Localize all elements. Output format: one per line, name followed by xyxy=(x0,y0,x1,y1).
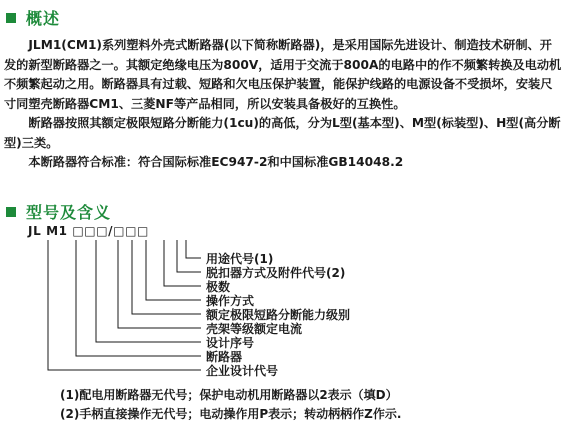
model-label: 设计序号 xyxy=(206,336,255,350)
model-label: 极数 xyxy=(206,280,231,294)
model-notes xyxy=(60,386,401,424)
model-label: 用途代号(1) xyxy=(206,252,274,266)
model-note: (2)手柄直接操作无代号；电动操作用P表示；转动柄柄作Z作示. xyxy=(60,407,402,421)
model-label: 脱扣器方式及附件代号(2) xyxy=(206,266,346,280)
model-label: 额定极限短路分断能力级别 xyxy=(206,308,351,322)
model-label: 企业设计代号 xyxy=(206,364,279,378)
model-label: 壳架等级额定电流 xyxy=(206,322,303,336)
overview-paragraph: 断路器按照其额定极限短路分断能力(1cu)的高低，分为L型(基本型)、M型(标装型)、H型(高分断型)三类。 xyxy=(4,116,561,150)
model-note: (1)配电用断路器无代号；保护电动机用断路器以2表示（填D） xyxy=(60,388,398,402)
overview-title: 概述 xyxy=(26,9,61,28)
model-label: 断路器 xyxy=(206,350,243,364)
model-code: JL M1 □□□/□□□ xyxy=(28,224,149,238)
model-label: 操作方式 xyxy=(206,294,255,308)
overview-paragraph: 本断路器符合标准：符合国际标准EC947-2和中国标准GB14048.2 xyxy=(28,155,404,169)
model-title: 型号及含义 xyxy=(26,203,112,222)
overview-paragraph: JLM1(CM1)系列塑料外壳式断路器(以下简称断路器)，是采用国际先进设计、制造技术研制、开发的新型断路器之一。其额定绝缘电压为800V，适用于交流于800A的电路中的作不频繁转换及电动机不频繁起动之用。断路器具有过载、短路和欠电压保护装置，能保护线路的电源设备不受损坏，安装尺寸同塑壳断路器CM1、三菱NF等产品相同，所以安装具备极好的互换性。 xyxy=(4,38,562,111)
